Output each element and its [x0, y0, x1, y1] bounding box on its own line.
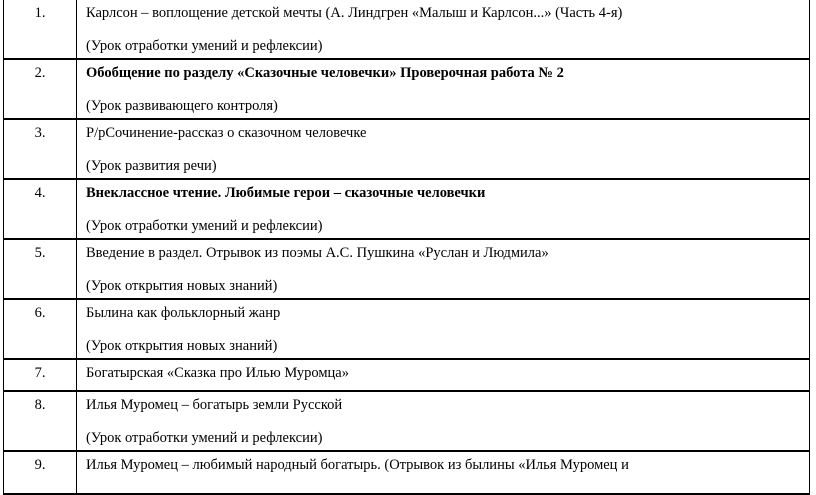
lesson-cell	[77, 0, 810, 59]
lesson-type	[86, 490, 803, 493]
row-number: 7.	[34, 365, 46, 381]
lesson-title: Илья Муромец – любимый народный богатырь. (Отрывок из былины «Илья Муромец и	[86, 457, 629, 473]
row-number-cell	[4, 59, 77, 119]
row-number: 9.	[34, 457, 46, 473]
row-spacer	[86, 382, 803, 390]
row-number-cell	[4, 359, 77, 391]
lesson-type: (Урок отработки умений и рефлексии)	[86, 218, 323, 234]
lesson-plan-table	[3, 0, 810, 495]
lesson-cell	[77, 299, 810, 359]
row-number: 5.	[34, 245, 46, 261]
lesson-title: Введение в раздел. Отрывок из поэмы А.С. Пушкина «Руслан и Людмила»	[86, 245, 549, 261]
lesson-title: Былина как фольклорный жанр	[86, 305, 281, 321]
lesson-type: (Урок развития речи)	[86, 158, 217, 174]
lesson-type: (Урок отработки умений и рефлексии)	[86, 38, 323, 54]
table-row	[4, 239, 810, 299]
lesson-title: Илья Муромец – богатырь земли Русской	[86, 397, 343, 413]
table-row	[4, 0, 810, 59]
lesson-type: (Урок отработки умений и рефлексии)	[86, 430, 323, 446]
lesson-cell	[77, 119, 810, 179]
row-number-cell	[4, 451, 77, 494]
lesson-type: (Урок развивающего контроля)	[86, 98, 278, 114]
lesson-title: Р/рСочинение-рассказ о сказочном человечке	[86, 125, 367, 141]
row-number: 1.	[34, 5, 46, 21]
table-row	[4, 359, 810, 391]
row-number-cell	[4, 179, 77, 239]
table-row	[4, 391, 810, 451]
lesson-title: Внеклассное чтение. Любимые герои – сказочные человечки	[86, 185, 486, 201]
lesson-type: (Урок открытия новых знаний)	[86, 278, 278, 294]
lesson-cell	[77, 451, 810, 494]
row-number-cell	[4, 0, 77, 59]
lesson-cell	[77, 179, 810, 239]
table-row	[4, 59, 810, 119]
lesson-cell	[77, 359, 810, 391]
row-number: 8.	[34, 397, 46, 413]
table-row	[4, 179, 810, 239]
lesson-title: Богатырская «Сказка про Илью Муромца»	[86, 365, 349, 381]
row-number: 3.	[34, 125, 46, 141]
row-number: 2.	[34, 65, 46, 81]
row-number: 4.	[34, 185, 46, 201]
table-row	[4, 299, 810, 359]
row-number-cell	[4, 299, 77, 359]
row-number: 6.	[34, 305, 46, 321]
lesson-cell	[77, 59, 810, 119]
lesson-title: Обобщение по разделу «Сказочные человечки» Проверочная работа № 2	[86, 65, 564, 81]
lesson-title: Карлсон – воплощение детской мечты (А. Линдгрен «Малыш и Карлсон...» (Часть 4-я)	[86, 5, 623, 21]
row-number-cell	[4, 239, 77, 299]
lesson-cell	[77, 239, 810, 299]
lesson-type: (Урок открытия новых знаний)	[86, 338, 278, 354]
row-number-cell	[4, 119, 77, 179]
lesson-cell	[77, 391, 810, 451]
row-number-cell	[4, 391, 77, 451]
table-row	[4, 119, 810, 179]
table-row	[4, 451, 810, 494]
